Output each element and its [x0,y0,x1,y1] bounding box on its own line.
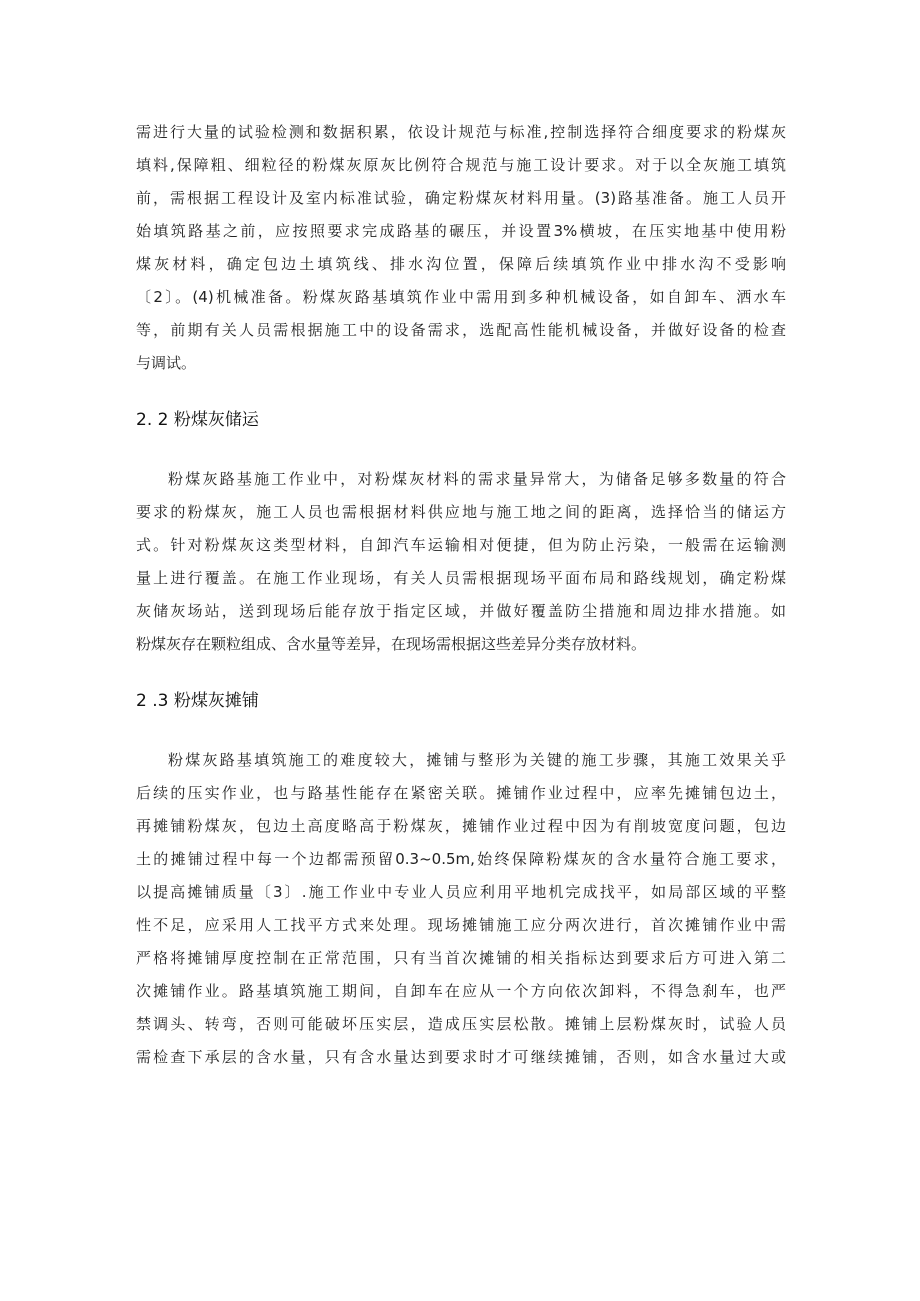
text-line: 要求的粉煤灰，施工人员也需根据材料供应地与施工地之间的距离，选择恰当的储运方 [136,503,786,521]
text-line: 粉煤灰存在颗粒组成、含水量等差异，在现场需根据这些差异分类存放材料。 [136,635,647,653]
text-line: 需检查下承层的含水量，只有含水量达到要求时才可继续摊铺，否则，如含水量过大或 [136,1048,786,1066]
text-line: 严格将摊铺厚度控制在正常范围，只有当首次摊铺的相关指标达到要求后方可进入第二 [136,949,786,967]
text-line: 等，前期有关人员需根据施工中的设备需求，选配高性能机械设备，并做好设备的检查 [136,321,786,339]
text-line: 粉煤灰路基施工作业中，对粉煤灰材料的需求量异常大，为储备足够多数量的符合 [168,470,786,488]
section-heading-2-3: 2 .3 粉煤灰摊铺 [136,691,259,711]
text-line: 前，需根据工程设计及室内标准试验，确定粉煤灰材料用量。(3)路基准备。施工人员开 [136,189,786,207]
text-line: 煤灰材料，确定包边土填筑线、排水沟位置，保障后续填筑作业中排水沟不受影响 [136,255,786,273]
text-line: 以提高摊铺质量〔3〕.施工作业中专业人员应利用平地机完成找平，如局部区域的平整 [136,883,786,901]
text-line: 土的摊铺过程中每一个边都需预留0.3~0.5m,始终保障粉煤灰的含水量符合施工要求， [136,850,786,868]
text-line: 禁调头、转弯，否则可能破坏压实层，造成压实层松散。摊铺上层粉煤灰时，试验人员 [136,1015,786,1033]
text-line: 量上进行覆盖。在施工作业现场，有关人员需根据现场平面布局和路线规划，确定粉煤 [136,569,786,587]
text-line: 粉煤灰路基填筑施工的难度较大，摊铺与整形为关键的施工步骤，其施工效果关乎 [168,751,786,769]
text-line: 性不足，应采用人工找平方式来处理。现场摊铺施工应分两次进行，首次摊铺作业中需 [136,916,786,934]
paragraph-3 [136,744,786,1074]
paragraph-1 [136,116,786,380]
paragraph-2 [136,463,786,661]
text-line: 灰储灰场站，送到现场后能存放于指定区域，并做好覆盖防尘措施和周边排水措施。如 [136,602,786,620]
text-line: 再摊铺粉煤灰，包边土高度略高于粉煤灰，摊铺作业过程中因为有削坡宽度问题，包边 [136,817,786,835]
section-heading-2-2: 2. 2 粉煤灰储运 [136,410,259,430]
text-line: 填料,保障粗、细粒径的粉煤灰原灰比例符合规范与施工设计要求。对于以全灰施工填筑 [136,156,786,174]
text-line: 始填筑路基之前，应按照要求完成路基的碾压，并设置3%横坡，在压实地基中使用粉 [136,222,786,240]
text-line: 后续的压实作业，也与路基性能存在紧密关联。摊铺作业过程中，应率先摊铺包边土， [136,784,786,802]
text-line: 〔2〕。(4)机械准备。粉煤灰路基填筑作业中需用到多种机械设备，如自卸车、洒水车 [136,288,786,306]
text-line: 次摊铺作业。路基填筑施工期间，自卸车在应从一个方向依次卸料，不得急刹车，也严 [136,982,786,1000]
text-line: 需进行大量的试验检测和数据积累，依设计规范与标准,控制选择符合细度要求的粉煤灰 [136,123,786,141]
text-line: 与调试。 [136,354,197,372]
text-line: 式。针对粉煤灰这类型材料，自卸汽车运输相对便捷，但为防止污染，一般需在运输测 [136,536,786,554]
document-body [136,116,786,1098]
